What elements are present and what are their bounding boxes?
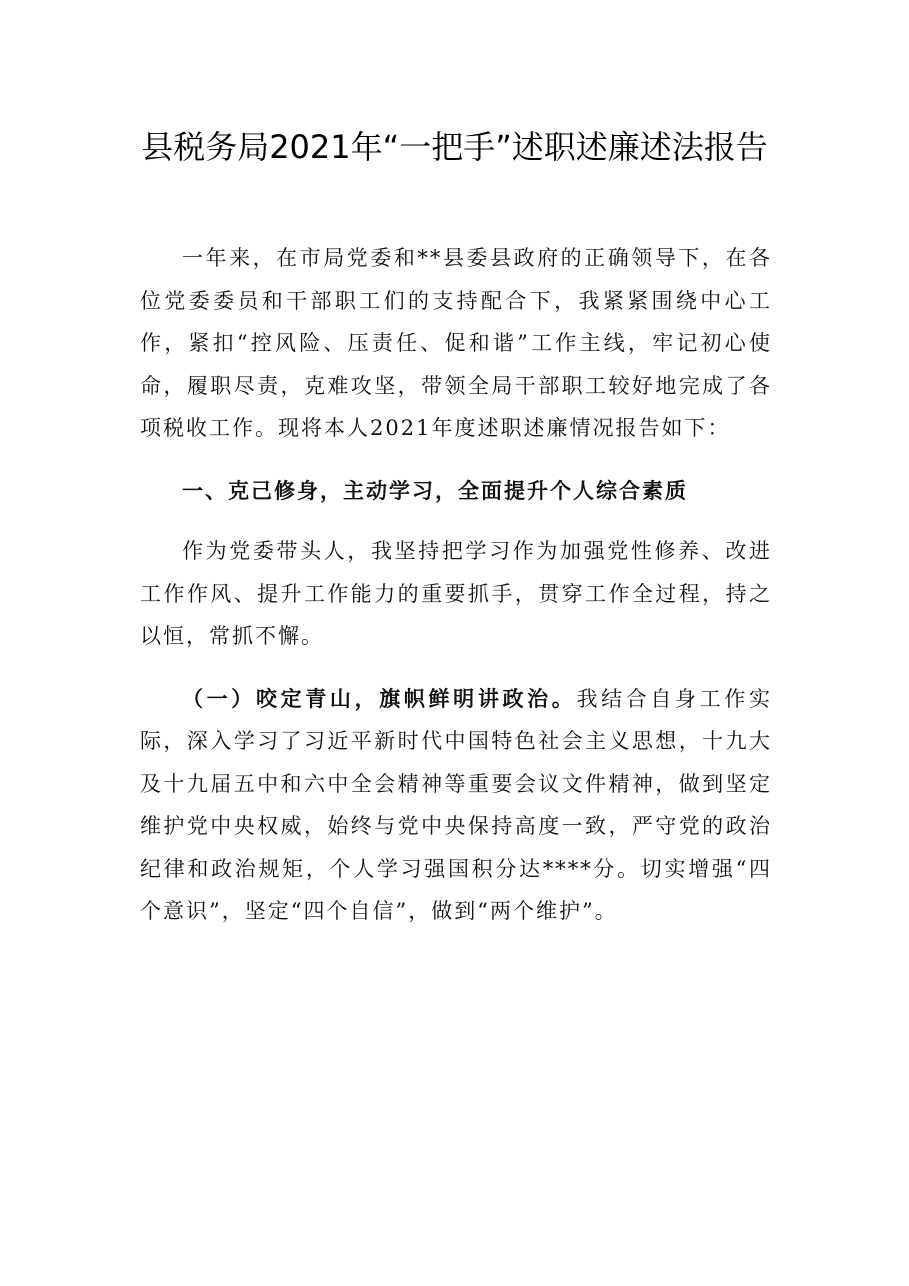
section-1-paragraph: 作为党委带头人，我坚持把学习作为加强党性修养、改进工作作风、提升工作能力的重要抓手，贯穿工作全过程，持之以恒，常抓不懈。 [140, 539, 772, 648]
intro-paragraph: 一年来，在市局党委和**县委县政府的正确领导下，在各位党委委员和干部职工们的支持配合下，我紧紧围绕中心工作，紧扣“控风险、压责任、促和谐”工作主线，牢记初心使命，履职尽责，克难攻坚，带领全局干部职工较好地完成了各项税收工作。现将本人2021年度述职述廉情况报告如下： [140, 246, 772, 440]
section-heading-1: 一、克己修身，主动学习，全面提升个人综合素质 [182, 478, 688, 503]
document-title: 县税务局2021年“一把手”述职述廉述法报告 [141, 128, 768, 166]
subsection-1-lead: （一）咬定青山，旗帜鲜明讲政治。 [182, 686, 577, 711]
document-body [140, 237, 772, 953]
subsection-1-paragraph [140, 678, 772, 933]
subsection-1-body: 我结合自身工作实际，深入学习了习近平新时代中国特色社会主义思想，十九大及十九届五中和六中全会精神等重要会议文件精神，做到坚定维护党中央权威，始终与党中央保持高度一致，严守党的政治纪律和政治规矩，个人学习强国积分达****分。切实增强“四个意识”，坚定“四个自信”，做到“两个维护”。 [140, 686, 773, 923]
